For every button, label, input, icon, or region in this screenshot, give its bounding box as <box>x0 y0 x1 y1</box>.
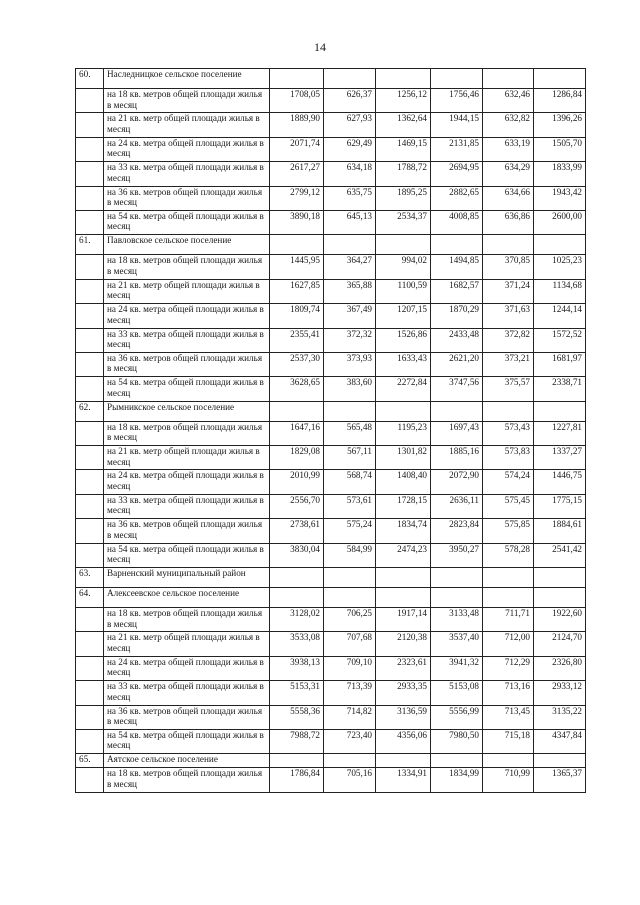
empty-cell <box>76 352 104 376</box>
section-title: Варненский муниципальный район <box>104 568 270 588</box>
value-cell: 2124,70 <box>534 632 586 656</box>
value-cell: 2537,30 <box>270 352 324 376</box>
value-cell: 565,48 <box>324 421 376 445</box>
value-cell: 3830,04 <box>270 543 324 567</box>
value-cell: 1697,43 <box>431 421 483 445</box>
value-cell: 2272,84 <box>376 377 431 401</box>
value-cell: 1227,81 <box>534 421 586 445</box>
empty-cell <box>270 754 324 768</box>
table-row <box>76 705 586 729</box>
value-cell: 1647,16 <box>270 421 324 445</box>
value-cell: 994,02 <box>376 255 431 279</box>
empty-cell <box>534 235 586 255</box>
value-cell: 1572,52 <box>534 328 586 352</box>
row-label: на 21 кв. метр общей площади жилья в месяц <box>104 446 270 470</box>
empty-cell <box>324 588 376 608</box>
empty-cell <box>76 705 104 729</box>
value-cell: 584,99 <box>324 543 376 567</box>
value-cell: 632,46 <box>483 89 534 113</box>
value-cell: 1833,99 <box>534 162 586 186</box>
section-number: 60. <box>76 69 104 89</box>
row-label: на 18 кв. метров общей площади жилья в месяц <box>104 89 270 113</box>
value-cell: 3136,59 <box>376 705 431 729</box>
empty-cell <box>76 543 104 567</box>
empty-cell <box>483 235 534 255</box>
section-title: Аятское сельское поселение <box>104 754 270 768</box>
row-label: на 18 кв. метров общей площади жилья в месяц <box>104 608 270 632</box>
value-cell: 1922,60 <box>534 608 586 632</box>
value-cell: 3747,56 <box>431 377 483 401</box>
empty-cell <box>431 401 483 421</box>
empty-cell <box>534 588 586 608</box>
value-cell: 3537,40 <box>431 632 483 656</box>
value-cell: 645,13 <box>324 210 376 234</box>
row-label: на 36 кв. метров общей площади жилья в месяц <box>104 705 270 729</box>
value-cell: 713,39 <box>324 681 376 705</box>
value-cell: 1943,42 <box>534 186 586 210</box>
section-title: Павловское сельское поселение <box>104 235 270 255</box>
empty-cell <box>76 494 104 518</box>
row-label: на 54 кв. метра общей площади жилья в месяц <box>104 210 270 234</box>
row-label: на 24 кв. метра общей площади жилья в месяц <box>104 470 270 494</box>
value-cell: 7980,50 <box>431 729 483 753</box>
table-row <box>76 186 586 210</box>
empty-cell <box>76 210 104 234</box>
value-cell: 1681,97 <box>534 352 586 376</box>
row-label: на 21 кв. метр общей площади жилья в месяц <box>104 113 270 137</box>
value-cell: 1786,84 <box>270 768 324 792</box>
value-cell: 1834,99 <box>431 768 483 792</box>
value-cell: 709,10 <box>324 656 376 680</box>
value-cell: 573,83 <box>483 446 534 470</box>
value-cell: 574,24 <box>483 470 534 494</box>
row-label: на 24 кв. метра общей площади жилья в месяц <box>104 137 270 161</box>
value-cell: 375,57 <box>483 377 534 401</box>
row-label: на 18 кв. метров общей площади жилья в месяц <box>104 768 270 792</box>
value-cell: 4356,06 <box>376 729 431 753</box>
value-cell: 626,37 <box>324 89 376 113</box>
table-row <box>76 681 586 705</box>
value-cell: 1633,43 <box>376 352 431 376</box>
row-label: на 36 кв. метров общей площади жилья в месяц <box>104 519 270 543</box>
value-cell: 575,24 <box>324 519 376 543</box>
empty-cell <box>431 754 483 768</box>
value-cell: 3128,02 <box>270 608 324 632</box>
value-cell: 1256,12 <box>376 89 431 113</box>
value-cell: 2474,23 <box>376 543 431 567</box>
empty-cell <box>324 235 376 255</box>
row-label: на 33 кв. метра общей площади жилья в месяц <box>104 328 270 352</box>
value-cell: 713,45 <box>483 705 534 729</box>
table-row <box>76 729 586 753</box>
table-row <box>76 494 586 518</box>
empty-cell <box>76 162 104 186</box>
value-cell: 713,16 <box>483 681 534 705</box>
value-cell: 1505,70 <box>534 137 586 161</box>
value-cell: 4347,84 <box>534 729 586 753</box>
value-cell: 706,25 <box>324 608 376 632</box>
row-label: на 24 кв. метра общей площади жилья в месяц <box>104 656 270 680</box>
value-cell: 1885,16 <box>431 446 483 470</box>
row-label: на 33 кв. метра общей площади жилья в месяц <box>104 681 270 705</box>
value-cell: 383,60 <box>324 377 376 401</box>
row-label: на 21 кв. метр общей площади жилья в месяц <box>104 279 270 303</box>
empty-cell <box>534 69 586 89</box>
empty-cell <box>76 186 104 210</box>
value-cell: 2617,27 <box>270 162 324 186</box>
row-label: на 33 кв. метра общей площади жилья в месяц <box>104 162 270 186</box>
value-cell: 1682,57 <box>431 279 483 303</box>
value-cell: 371,24 <box>483 279 534 303</box>
empty-cell <box>76 304 104 328</box>
value-cell: 712,29 <box>483 656 534 680</box>
empty-cell <box>431 568 483 588</box>
value-cell: 1809,74 <box>270 304 324 328</box>
row-label: на 36 кв. метров общей площади жилья в месяц <box>104 352 270 376</box>
section-header-row <box>76 754 586 768</box>
value-cell: 1944,15 <box>431 113 483 137</box>
empty-cell <box>76 377 104 401</box>
value-cell: 2338,71 <box>534 377 586 401</box>
table-row <box>76 255 586 279</box>
value-cell: 373,21 <box>483 352 534 376</box>
value-cell: 5153,31 <box>270 681 324 705</box>
value-cell: 373,93 <box>324 352 376 376</box>
value-cell: 372,82 <box>483 328 534 352</box>
value-cell: 2933,12 <box>534 681 586 705</box>
row-label: на 54 кв. метра общей площади жилья в месяц <box>104 377 270 401</box>
empty-cell <box>534 401 586 421</box>
value-cell: 7988,72 <box>270 729 324 753</box>
empty-cell <box>76 608 104 632</box>
table-row <box>76 89 586 113</box>
value-cell: 1301,82 <box>376 446 431 470</box>
value-cell: 567,11 <box>324 446 376 470</box>
value-cell: 2823,84 <box>431 519 483 543</box>
empty-cell <box>76 656 104 680</box>
value-cell: 573,43 <box>483 421 534 445</box>
value-cell: 1775,15 <box>534 494 586 518</box>
table-body <box>76 69 586 793</box>
value-cell: 632,82 <box>483 113 534 137</box>
value-cell: 2621,20 <box>431 352 483 376</box>
value-cell: 2600,00 <box>534 210 586 234</box>
value-cell: 634,29 <box>483 162 534 186</box>
value-cell: 5556,99 <box>431 705 483 729</box>
row-label: на 18 кв. метров общей площади жилья в месяц <box>104 255 270 279</box>
value-cell: 364,27 <box>324 255 376 279</box>
value-cell: 712,00 <box>483 632 534 656</box>
row-label: на 54 кв. метра общей площади жилья в месяц <box>104 729 270 753</box>
value-cell: 2738,61 <box>270 519 324 543</box>
empty-cell <box>270 568 324 588</box>
row-label: на 54 кв. метра общей площади жилья в месяц <box>104 543 270 567</box>
table-row <box>76 470 586 494</box>
value-cell: 367,49 <box>324 304 376 328</box>
empty-cell <box>76 421 104 445</box>
value-cell: 1834,74 <box>376 519 431 543</box>
value-cell: 2882,65 <box>431 186 483 210</box>
value-cell: 1469,15 <box>376 137 431 161</box>
value-cell: 3950,27 <box>431 543 483 567</box>
table-row <box>76 632 586 656</box>
value-cell: 371,63 <box>483 304 534 328</box>
value-cell: 1446,75 <box>534 470 586 494</box>
section-title: Наследницкое сельское поселение <box>104 69 270 89</box>
section-header-row <box>76 235 586 255</box>
empty-cell <box>270 588 324 608</box>
empty-cell <box>376 69 431 89</box>
value-cell: 3135,22 <box>534 705 586 729</box>
value-cell: 1025,23 <box>534 255 586 279</box>
row-label: на 33 кв. метра общей площади жилья в месяц <box>104 494 270 518</box>
table-row <box>76 137 586 161</box>
empty-cell <box>483 754 534 768</box>
section-title: Алексеевское сельское поселение <box>104 588 270 608</box>
value-cell: 3938,13 <box>270 656 324 680</box>
value-cell: 578,28 <box>483 543 534 567</box>
value-cell: 2131,85 <box>431 137 483 161</box>
empty-cell <box>76 470 104 494</box>
row-label: на 18 кв. метров общей площади жилья в месяц <box>104 421 270 445</box>
empty-cell <box>76 137 104 161</box>
value-cell: 568,74 <box>324 470 376 494</box>
value-cell: 1408,40 <box>376 470 431 494</box>
table-row <box>76 162 586 186</box>
empty-cell <box>431 69 483 89</box>
empty-cell <box>76 113 104 137</box>
value-cell: 3133,48 <box>431 608 483 632</box>
table-row <box>76 210 586 234</box>
empty-cell <box>376 588 431 608</box>
tariff-table <box>75 68 586 793</box>
empty-cell <box>483 588 534 608</box>
value-cell: 629,49 <box>324 137 376 161</box>
value-cell: 634,66 <box>483 186 534 210</box>
empty-cell <box>483 401 534 421</box>
value-cell: 2355,41 <box>270 328 324 352</box>
value-cell: 1100,59 <box>376 279 431 303</box>
value-cell: 636,86 <box>483 210 534 234</box>
table-row <box>76 304 586 328</box>
empty-cell <box>76 632 104 656</box>
row-label: на 24 кв. метра общей площади жилья в месяц <box>104 304 270 328</box>
value-cell: 1195,23 <box>376 421 431 445</box>
value-cell: 1244,14 <box>534 304 586 328</box>
value-cell: 1829,08 <box>270 446 324 470</box>
empty-cell <box>76 255 104 279</box>
table-row <box>76 113 586 137</box>
empty-cell <box>76 279 104 303</box>
value-cell: 2799,12 <box>270 186 324 210</box>
value-cell: 365,88 <box>324 279 376 303</box>
value-cell: 1728,15 <box>376 494 431 518</box>
value-cell: 1286,84 <box>534 89 586 113</box>
table-row <box>76 656 586 680</box>
value-cell: 723,40 <box>324 729 376 753</box>
value-cell: 372,32 <box>324 328 376 352</box>
row-label: на 21 кв. метр общей площади жилья в месяц <box>104 632 270 656</box>
value-cell: 635,75 <box>324 186 376 210</box>
empty-cell <box>376 568 431 588</box>
empty-cell <box>534 568 586 588</box>
section-header-row <box>76 401 586 421</box>
section-number: 65. <box>76 754 104 768</box>
value-cell: 573,61 <box>324 494 376 518</box>
table-row <box>76 446 586 470</box>
value-cell: 1889,90 <box>270 113 324 137</box>
section-number: 63. <box>76 568 104 588</box>
empty-cell <box>376 235 431 255</box>
value-cell: 2120,38 <box>376 632 431 656</box>
value-cell: 634,18 <box>324 162 376 186</box>
value-cell: 1895,25 <box>376 186 431 210</box>
table-row <box>76 421 586 445</box>
value-cell: 2072,90 <box>431 470 483 494</box>
table-row <box>76 328 586 352</box>
value-cell: 2433,48 <box>431 328 483 352</box>
value-cell: 575,45 <box>483 494 534 518</box>
value-cell: 2323,61 <box>376 656 431 680</box>
section-header-row <box>76 69 586 89</box>
value-cell: 711,71 <box>483 608 534 632</box>
table-row <box>76 352 586 376</box>
value-cell: 1917,14 <box>376 608 431 632</box>
value-cell: 2326,80 <box>534 656 586 680</box>
value-cell: 1788,72 <box>376 162 431 186</box>
empty-cell <box>76 328 104 352</box>
value-cell: 2010,99 <box>270 470 324 494</box>
empty-cell <box>324 568 376 588</box>
value-cell: 1756,46 <box>431 89 483 113</box>
value-cell: 2636,11 <box>431 494 483 518</box>
page-number: 14 <box>314 40 326 54</box>
empty-cell <box>431 588 483 608</box>
value-cell: 1207,15 <box>376 304 431 328</box>
value-cell: 710,99 <box>483 768 534 792</box>
value-cell: 1884,61 <box>534 519 586 543</box>
value-cell: 1365,37 <box>534 768 586 792</box>
value-cell: 2694,95 <box>431 162 483 186</box>
empty-cell <box>76 89 104 113</box>
value-cell: 1445,95 <box>270 255 324 279</box>
value-cell: 4008,85 <box>431 210 483 234</box>
empty-cell <box>76 519 104 543</box>
section-number: 62. <box>76 401 104 421</box>
empty-cell <box>76 768 104 792</box>
section-header-row <box>76 588 586 608</box>
table-row <box>76 377 586 401</box>
value-cell: 1396,26 <box>534 113 586 137</box>
value-cell: 3890,18 <box>270 210 324 234</box>
table-row <box>76 608 586 632</box>
empty-cell <box>270 235 324 255</box>
value-cell: 3941,32 <box>431 656 483 680</box>
value-cell: 1334,91 <box>376 768 431 792</box>
table-row <box>76 519 586 543</box>
value-cell: 1337,27 <box>534 446 586 470</box>
empty-cell <box>376 754 431 768</box>
value-cell: 2556,70 <box>270 494 324 518</box>
value-cell: 1494,85 <box>431 255 483 279</box>
empty-cell <box>324 754 376 768</box>
value-cell: 5558,36 <box>270 705 324 729</box>
value-cell: 707,68 <box>324 632 376 656</box>
value-cell: 705,16 <box>324 768 376 792</box>
value-cell: 633,19 <box>483 137 534 161</box>
value-cell: 575,85 <box>483 519 534 543</box>
section-number: 64. <box>76 588 104 608</box>
value-cell: 715,18 <box>483 729 534 753</box>
section-number: 61. <box>76 235 104 255</box>
value-cell: 1362,64 <box>376 113 431 137</box>
value-cell: 2541,42 <box>534 543 586 567</box>
empty-cell <box>376 401 431 421</box>
value-cell: 5153,08 <box>431 681 483 705</box>
table-row <box>76 543 586 567</box>
row-label: на 36 кв. метров общей площади жилья в месяц <box>104 186 270 210</box>
value-cell: 1526,86 <box>376 328 431 352</box>
empty-cell <box>431 235 483 255</box>
empty-cell <box>324 69 376 89</box>
empty-cell <box>76 729 104 753</box>
value-cell: 627,93 <box>324 113 376 137</box>
value-cell: 370,85 <box>483 255 534 279</box>
value-cell: 2071,74 <box>270 137 324 161</box>
value-cell: 3628,65 <box>270 377 324 401</box>
empty-cell <box>270 401 324 421</box>
value-cell: 1870,29 <box>431 304 483 328</box>
section-header-row <box>76 568 586 588</box>
empty-cell <box>324 401 376 421</box>
section-title: Рымникское сельское поселение <box>104 401 270 421</box>
empty-cell <box>76 446 104 470</box>
empty-cell <box>270 69 324 89</box>
empty-cell <box>483 568 534 588</box>
value-cell: 714,82 <box>324 705 376 729</box>
empty-cell <box>483 69 534 89</box>
empty-cell <box>76 681 104 705</box>
value-cell: 1134,68 <box>534 279 586 303</box>
value-cell: 2534,37 <box>376 210 431 234</box>
empty-cell <box>534 754 586 768</box>
value-cell: 3533,08 <box>270 632 324 656</box>
value-cell: 2933,35 <box>376 681 431 705</box>
value-cell: 1708,05 <box>270 89 324 113</box>
value-cell: 1627,85 <box>270 279 324 303</box>
table-row <box>76 768 586 792</box>
table-row <box>76 279 586 303</box>
